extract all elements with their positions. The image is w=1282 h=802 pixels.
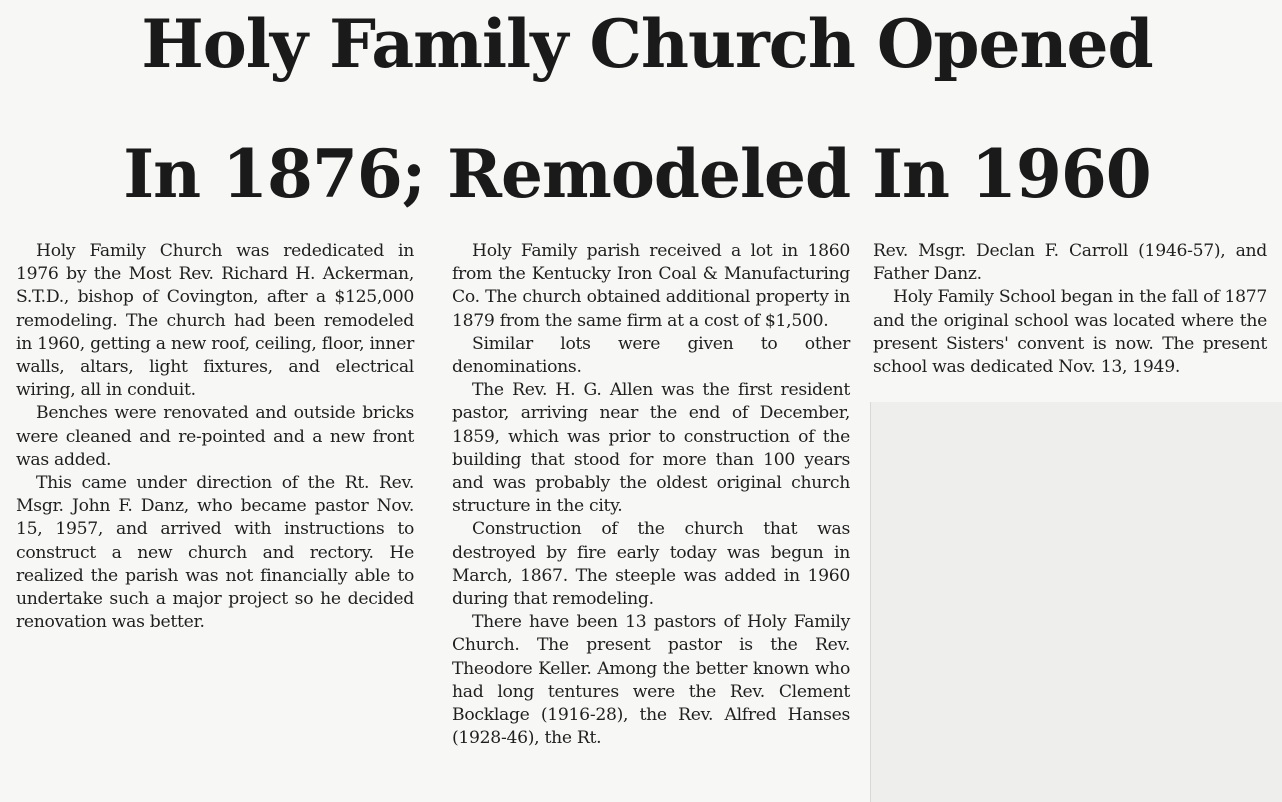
paragraph: Construction of the church that was destroyed by fire early today was begun in March, 1867. The steeple was added in 1960 during that remodeling.	[452, 519, 850, 610]
paragraph: The Rev. H. G. Allen was the first resident pastor, arriving near the end of December, 1859, which was prior to construction of the building that stood for more than 100 years and was probably the oldest original church structure in the city.	[452, 380, 850, 517]
paragraph: Holy Family School began in the fall of 1877 and the original school was located where the present Sisters' convent is now. The present school was dedicated Nov. 13, 1949.	[873, 287, 1267, 378]
blank-paper-area	[870, 402, 1282, 802]
article-column-1	[16, 240, 414, 634]
article-column-2	[452, 240, 850, 750]
paragraph: Holy Family Church was rededicated in 1976 by the Most Rev. Richard H. Ackerman, S.T.D., bishop of Covington, after a $125,000 remodeling. The church had been remodeled in 1960, getting a new roof, ceiling, floor, inner walls, altars, light fixtures, and electrical wiring, all in conduit.	[16, 241, 414, 401]
paragraph: Benches were renovated and outside bricks were cleaned and re-pointed and a new front was added.	[16, 403, 414, 470]
paragraph: Holy Family parish received a lot in 1860 from the Kentucky Iron Coal & Manufacturing Co. The church obtained additional property in 1879 from the same firm at a cost of $1,500.	[452, 241, 850, 331]
paragraph: There have been 13 pastors of Holy Family Church. The present pastor is the Rev. Theodore Keller. Among the better known who had long tentures were the Rev. Clement Bocklage (1916-28), the Rev. Alfred Hanses (1928-46), the Rt.	[452, 612, 850, 749]
paragraph: Similar lots were given to other denominations.	[452, 333, 850, 378]
paragraph: Rev. Msgr. Declan F. Carroll (1946-57), and Father Danz.	[873, 241, 1267, 285]
headline-line-1: Holy Family Church Opened	[141, 5, 1153, 83]
headline-line-2: In 1876; Remodeled In 1960	[123, 135, 1151, 213]
paragraph: This came under direction of the Rt. Rev. Msgr. John F. Danz, who became pastor Nov. 15, 1957, and arrived with instructions to construct a new church and rectory. He realized the parish was not financially able to undertake such a major project so he decided renovation was better.	[16, 473, 414, 633]
article-column-3	[873, 240, 1267, 379]
